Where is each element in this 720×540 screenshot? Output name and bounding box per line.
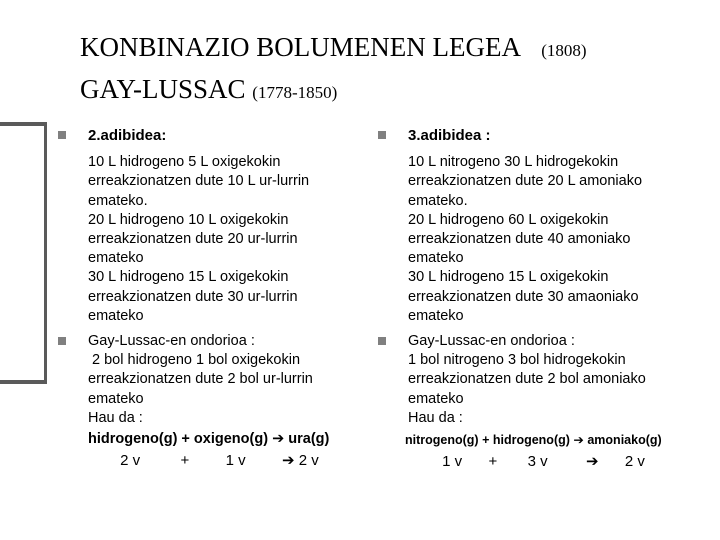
- right-line: erreakzionatzen dute 20 L amoniako: [408, 173, 643, 190]
- arrow-right-icon: ➔: [573, 432, 584, 448]
- right-equation: nitrogeno(g) + hidrogeno(g) ➔ amoniako(g): [405, 432, 662, 448]
- bullet-square-icon: [378, 337, 386, 345]
- right-conclusion-line: 1 bol nitrogeno 3 bol hidrogekokin: [408, 352, 626, 369]
- right-line: emateko: [408, 307, 464, 324]
- right-line: 30 L hidrogeno 15 L oxigekokin: [408, 269, 609, 286]
- bullet-square-icon: [378, 131, 386, 139]
- bullet-square-icon: [58, 337, 66, 345]
- right-examples: [378, 153, 698, 326]
- left-line: emateko: [88, 250, 144, 267]
- arrow-right-icon: ➔: [586, 452, 599, 471]
- right-line: emateko: [408, 250, 464, 267]
- left-line: 30 L hidrogeno 15 L oxigekokin: [88, 269, 289, 286]
- right-line: 10 L nitrogeno 30 L hidrogekokin: [408, 154, 619, 171]
- left-examples: [58, 153, 358, 326]
- right-line: 20 L hidrogeno 60 L oxigekokin: [408, 211, 609, 228]
- title-line-1: [80, 32, 587, 63]
- right-volumes: 1 v + 3 v ➔ 2 v: [442, 452, 645, 471]
- left-equation: hidrogeno(g) + oxigeno(g) ➔ ura(g): [88, 431, 330, 448]
- left-line: emateko: [88, 307, 144, 324]
- left-conclusion: [58, 351, 358, 470]
- left-line: erreakzionatzen dute 20 ur-lurrin: [88, 231, 298, 248]
- right-heading: 3.adibidea :: [378, 126, 698, 145]
- arrow-right-icon: ➔: [282, 451, 295, 470]
- left-line: 20 L hidrogeno 10 L oxigekokin: [88, 211, 289, 228]
- left-conclusion-heading: Gay-Lussac-en ondorioa :: [58, 332, 358, 351]
- right-line: erreakzionatzen dute 30 amaoniako: [408, 288, 639, 305]
- title-line-2: [80, 74, 337, 105]
- left-conclusion-line: Hau da :: [88, 409, 143, 426]
- accent-bar: [0, 122, 46, 384]
- title-dates: (1778-1850): [252, 83, 338, 102]
- left-line: erreakzionatzen dute 10 L ur-lurrin: [88, 173, 310, 190]
- left-line: 10 L hidrogeno 5 L oxigekokin: [88, 154, 281, 171]
- left-volumes: 2 v + 1 v ➔ 2 v: [120, 451, 319, 470]
- title-author: GAY-LUSSAC: [80, 74, 246, 104]
- left-conclusion-line: 2 bol hidrogeno 1 bol oxigekokin: [88, 352, 301, 369]
- right-conclusion-heading: Gay-Lussac-en ondorioa :: [378, 332, 698, 351]
- left-column: [58, 126, 358, 470]
- left-conclusion-line: emateko: [88, 390, 144, 407]
- left-line: erreakzionatzen dute 30 ur-lurrin: [88, 288, 298, 305]
- left-conclusion-line: erreakzionatzen dute 2 bol ur-lurrin: [88, 371, 313, 388]
- bullet-square-icon: [58, 131, 66, 139]
- left-heading: 2.adibidea:: [58, 126, 358, 145]
- right-line: erreakzionatzen dute 40 amoniako: [408, 231, 631, 248]
- right-column: [378, 126, 698, 471]
- title-main: KONBINAZIO BOLUMENEN LEGEA: [80, 32, 521, 62]
- right-conclusion-line: Hau da :: [408, 409, 463, 426]
- title-year: (1808): [541, 41, 587, 60]
- right-conclusion-line: emateko: [408, 390, 464, 407]
- accent-bar-top: [0, 122, 46, 126]
- right-line: emateko.: [408, 192, 468, 209]
- left-line: emateko.: [88, 192, 148, 209]
- accent-bar-bottom: [0, 380, 46, 384]
- right-conclusion-line: erreakzionatzen dute 2 bol amoniako: [408, 371, 646, 388]
- arrow-right-icon: ➔: [272, 431, 285, 448]
- accent-bar-vertical: [44, 122, 47, 384]
- right-conclusion: [378, 351, 698, 428]
